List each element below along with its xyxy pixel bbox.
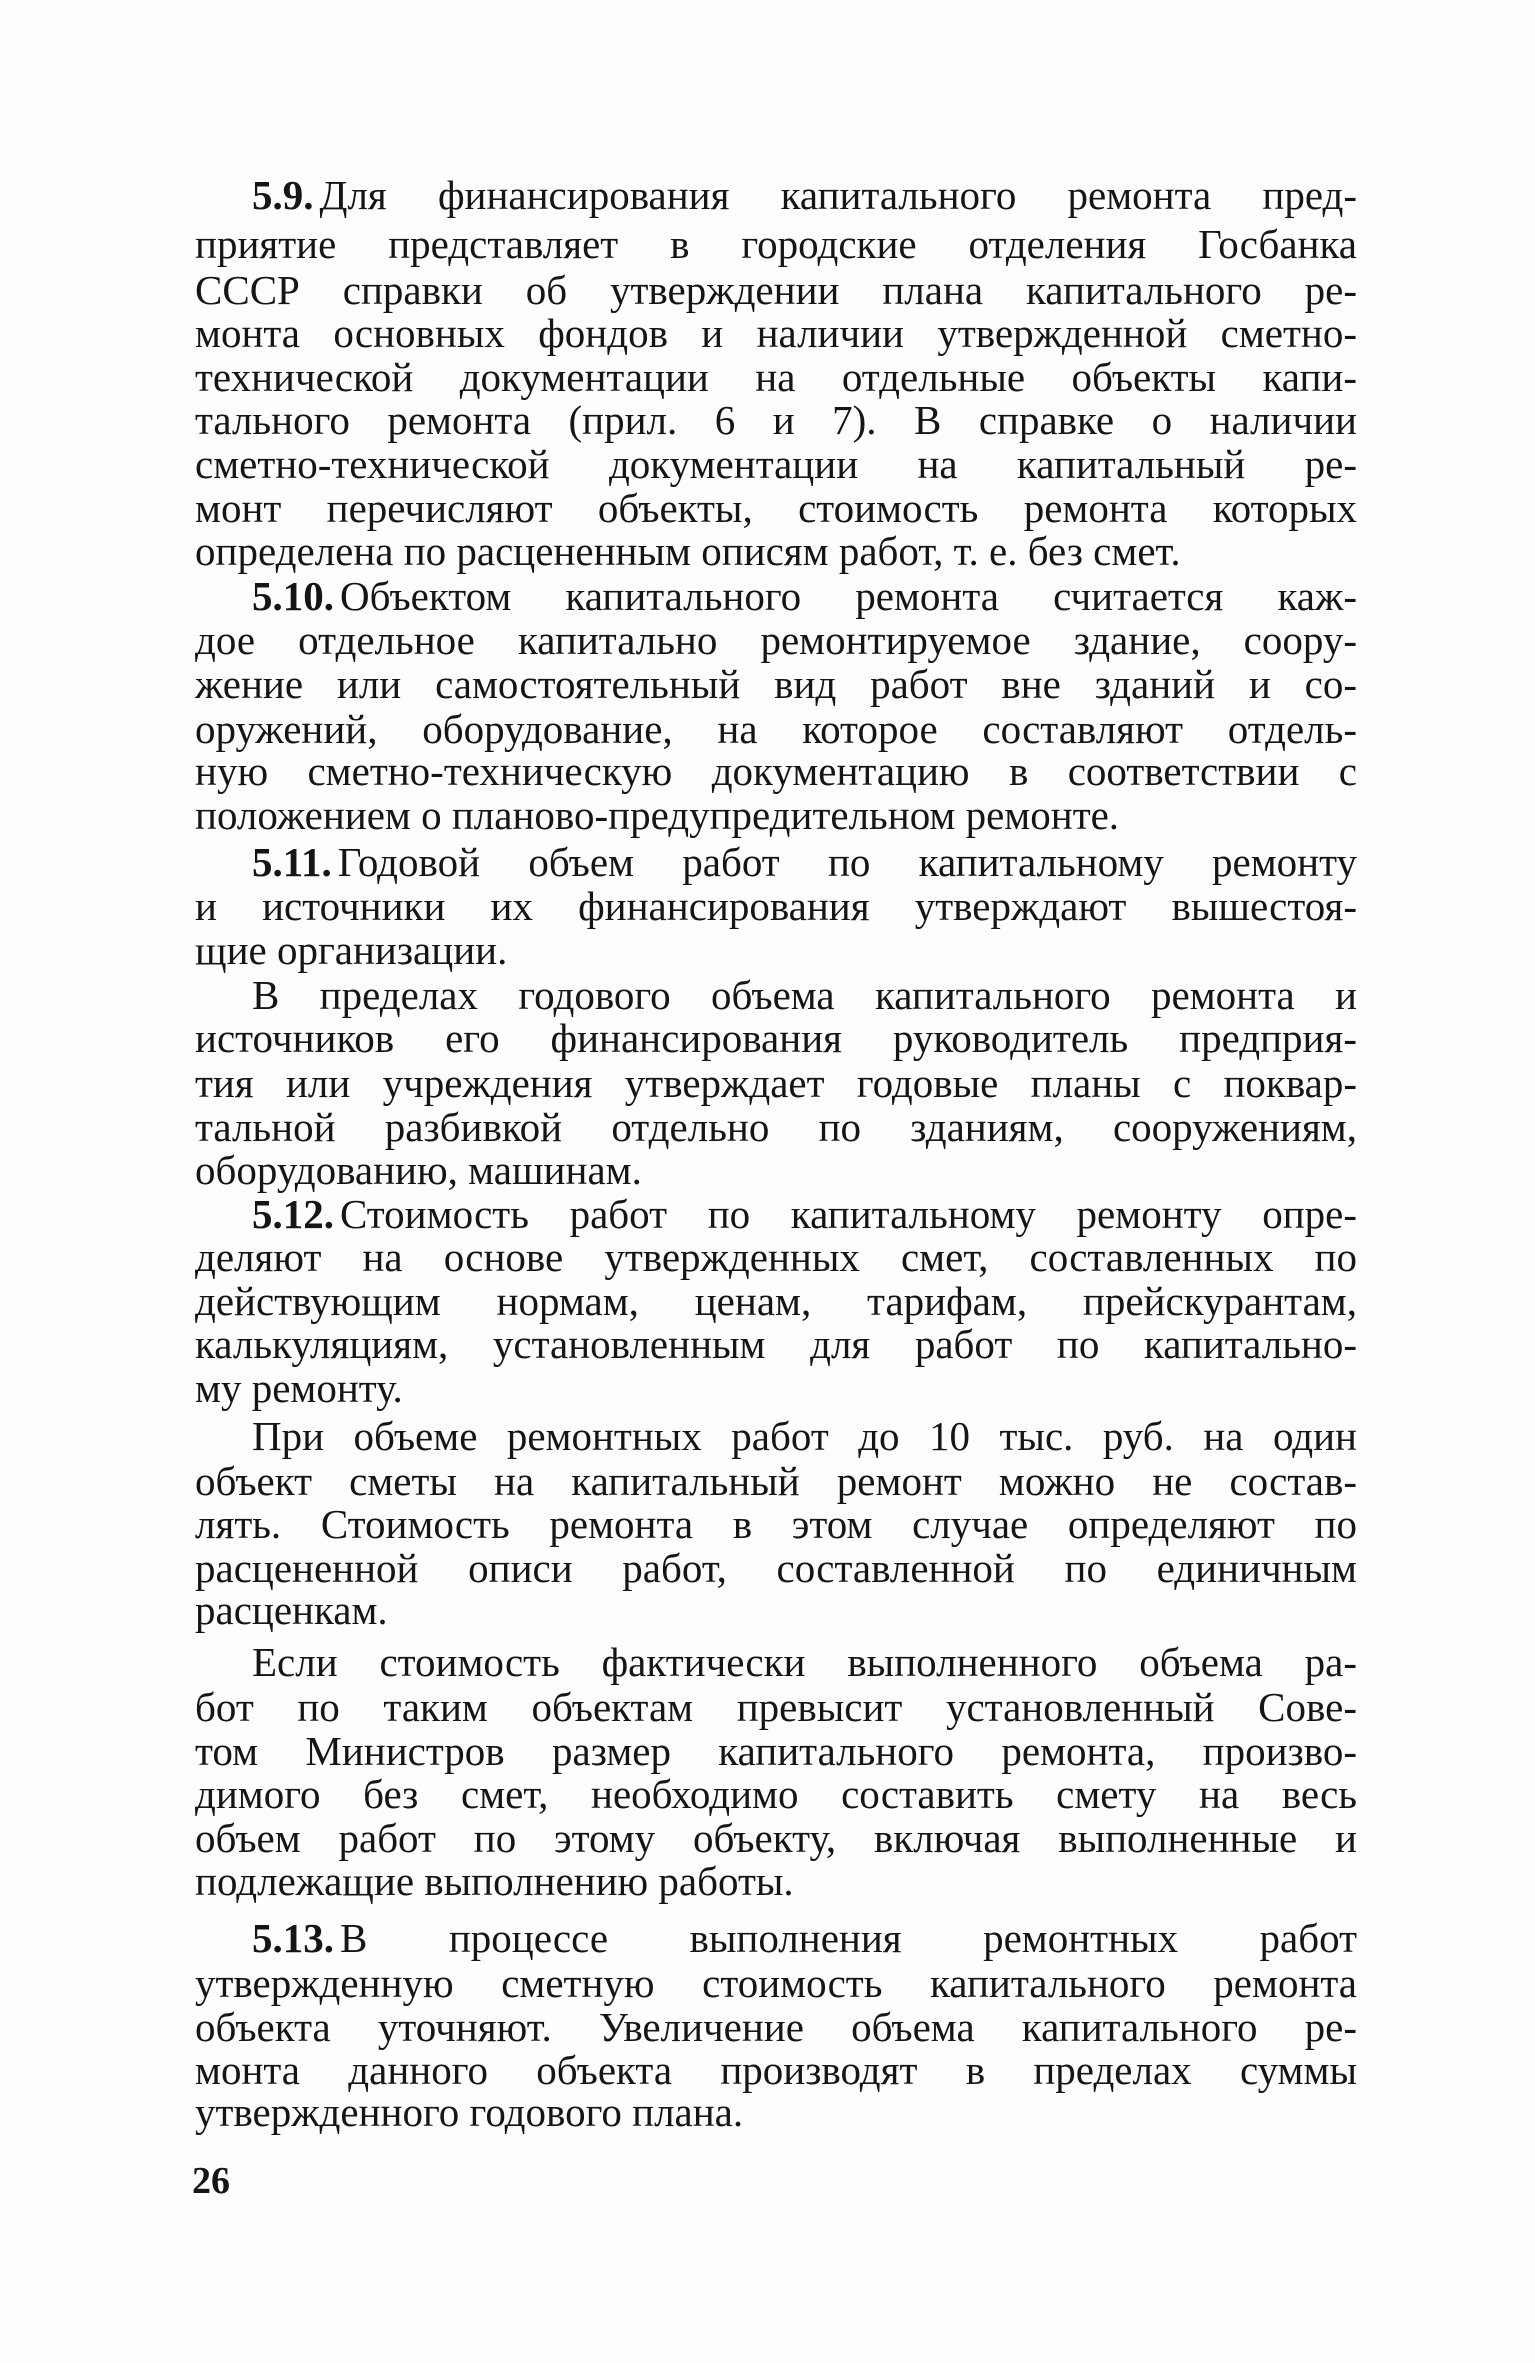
- line-text: подлежащие выполнению работы.: [195, 1858, 794, 1904]
- line-text: оборудованию, машинам.: [195, 1147, 642, 1193]
- line-text: бот по таким объектам превысит установленный Сове-: [195, 1684, 1357, 1730]
- line-text: монт перечисляют объекты, стоимость ремонта которых: [195, 485, 1357, 531]
- text-line: [195, 441, 1357, 487]
- text-line: [195, 661, 1357, 707]
- line-text: и источники их финансирования утверждают вышестоя-: [195, 883, 1357, 929]
- line-text: Годовой объем работ по капитальному ремонту: [337, 839, 1357, 885]
- text-line: [252, 1413, 1357, 1459]
- text-line: [195, 528, 1357, 574]
- text-line: [195, 310, 1357, 356]
- line-text: объем работ по этому объекту, включая выполненные и: [195, 1815, 1357, 1861]
- text-line: [195, 397, 1357, 443]
- line-text: Для финансирования капитального ремонта пред-: [319, 172, 1357, 218]
- section-number: 5.10.: [252, 573, 334, 619]
- text-line: [252, 972, 1357, 1018]
- line-text: тия или учреждения утверждает годовые планы с поквар-: [195, 1060, 1357, 1106]
- line-text: действующим нормам, ценам, тарифам, прейскурантам,: [195, 1278, 1357, 1324]
- line-text: дое отдельное капитально ремонтируемое здание, соору-: [195, 617, 1357, 663]
- line-text: СССР справки об утверждении плана капитального ре-: [195, 267, 1357, 313]
- text-line: [195, 2004, 1357, 2050]
- text-line: [252, 1639, 1357, 1685]
- line-text: тального ремонта (прил. 6 и 7). В справке о наличии: [195, 397, 1357, 443]
- line-text: калькуляциям, установленным для работ по капитально-: [195, 1321, 1357, 1367]
- line-text: деляют на основе утвержденных смет, составленных по: [195, 1234, 1357, 1280]
- text-line: [195, 1321, 1357, 1367]
- section-number: 5.13.: [252, 1915, 334, 1961]
- line-text: Стоимость работ по капитальному ремонту опре-: [340, 1191, 1357, 1237]
- line-text: расцененной описи работ, составленной по единичным: [195, 1545, 1357, 1591]
- line-text: сметно-технической документации на капитальный ре-: [195, 441, 1357, 487]
- text-line: [195, 2047, 1357, 2093]
- line-text: В пределах годового объема капитального ремонта и: [252, 972, 1357, 1018]
- page-number: 26: [192, 2160, 230, 2202]
- text-line: [195, 1960, 1357, 2006]
- text-line: [195, 927, 1357, 973]
- line-text: щие организации.: [195, 927, 508, 973]
- line-text: монта основных фондов и наличии утвержденной сметно-: [195, 310, 1357, 356]
- line-text: определена по расцененным описям работ, т. е. без смет.: [195, 528, 1181, 574]
- line-text: монта данного объекта производят в пределах суммы: [195, 2047, 1357, 2093]
- line-text: В процессе выполнения ремонтных работ: [340, 1915, 1357, 1961]
- line-text: расценкам.: [195, 1587, 388, 1633]
- section-number: 5.9.: [252, 172, 314, 218]
- line-text: Если стоимость фактически выполненного объема ра-: [252, 1639, 1357, 1685]
- line-text: положением о планово-предупредительном ремонте.: [195, 792, 1120, 838]
- line-text: жение или самостоятельный вид работ вне зданий и со-: [195, 661, 1357, 707]
- text-line: [195, 1684, 1357, 1730]
- text-line: [195, 706, 1357, 752]
- line-text: утвержденного годового плана.: [195, 2089, 744, 2135]
- line-text: При объеме ремонтных работ до 10 тыс. руб. на один: [252, 1413, 1357, 1459]
- text-line: [195, 1545, 1357, 1591]
- text-line: [195, 221, 1357, 267]
- section-number: 5.12.: [252, 1191, 334, 1237]
- text-line: [195, 1771, 1357, 1817]
- line-text: лять. Стоимость ремонта в этом случае определяют по: [195, 1501, 1357, 1547]
- section-number: 5.11.: [252, 839, 332, 885]
- line-text: технической документации на отдельные объекты капи-: [195, 354, 1357, 400]
- text-line: [195, 1728, 1357, 1774]
- text-line: [195, 2089, 1357, 2135]
- text-line: [195, 1147, 1357, 1193]
- text-line: [252, 172, 1357, 218]
- text-line: [195, 1858, 1357, 1904]
- text-line: [195, 1501, 1357, 1547]
- line-text: му ремонту.: [195, 1365, 403, 1411]
- line-text: источников его финансирования руководитель предприя-: [195, 1015, 1357, 1061]
- line-text: утвержденную сметную стоимость капитального ремонта: [195, 1960, 1357, 2006]
- line-text: Объектом капитального ремонта считается каж-: [340, 573, 1357, 619]
- text-line: [195, 1815, 1357, 1861]
- text-line: [252, 1191, 1357, 1237]
- text-line: [195, 792, 1357, 838]
- text-line: [195, 883, 1357, 929]
- line-text: том Министров размер капитального ремонта, произво-: [195, 1728, 1357, 1774]
- line-text: объект сметы на капитальный ремонт можно не состав-: [195, 1458, 1357, 1504]
- line-text: приятие представляет в городские отделения Госбанка: [195, 221, 1357, 267]
- text-line: [252, 573, 1357, 619]
- text-line: [195, 617, 1357, 663]
- text-line: [195, 485, 1357, 531]
- line-text: объекта уточняют. Увеличение объема капитального ре-: [195, 2004, 1357, 2050]
- text-line: [195, 1234, 1357, 1280]
- text-line: [252, 839, 1357, 885]
- text-line: [195, 1060, 1357, 1106]
- text-line: [195, 1587, 1357, 1633]
- text-line: [195, 354, 1357, 400]
- text-line: [195, 1015, 1357, 1061]
- line-text: оружений, оборудование, на которое составляют отдель-: [195, 706, 1357, 752]
- line-text: ную сметно-техническую документацию в соответствии с: [195, 748, 1357, 794]
- text-line: [195, 1104, 1357, 1150]
- text-line: [195, 1365, 1357, 1411]
- text-line: [195, 267, 1357, 313]
- line-text: тальной разбивкой отдельно по зданиям, сооружениям,: [195, 1104, 1357, 1150]
- text-line: [195, 748, 1357, 794]
- text-line: [195, 1458, 1357, 1504]
- line-text: димого без смет, необходимо составить смету на весь: [195, 1771, 1357, 1817]
- text-line: [252, 1915, 1357, 1961]
- text-line: [195, 1278, 1357, 1324]
